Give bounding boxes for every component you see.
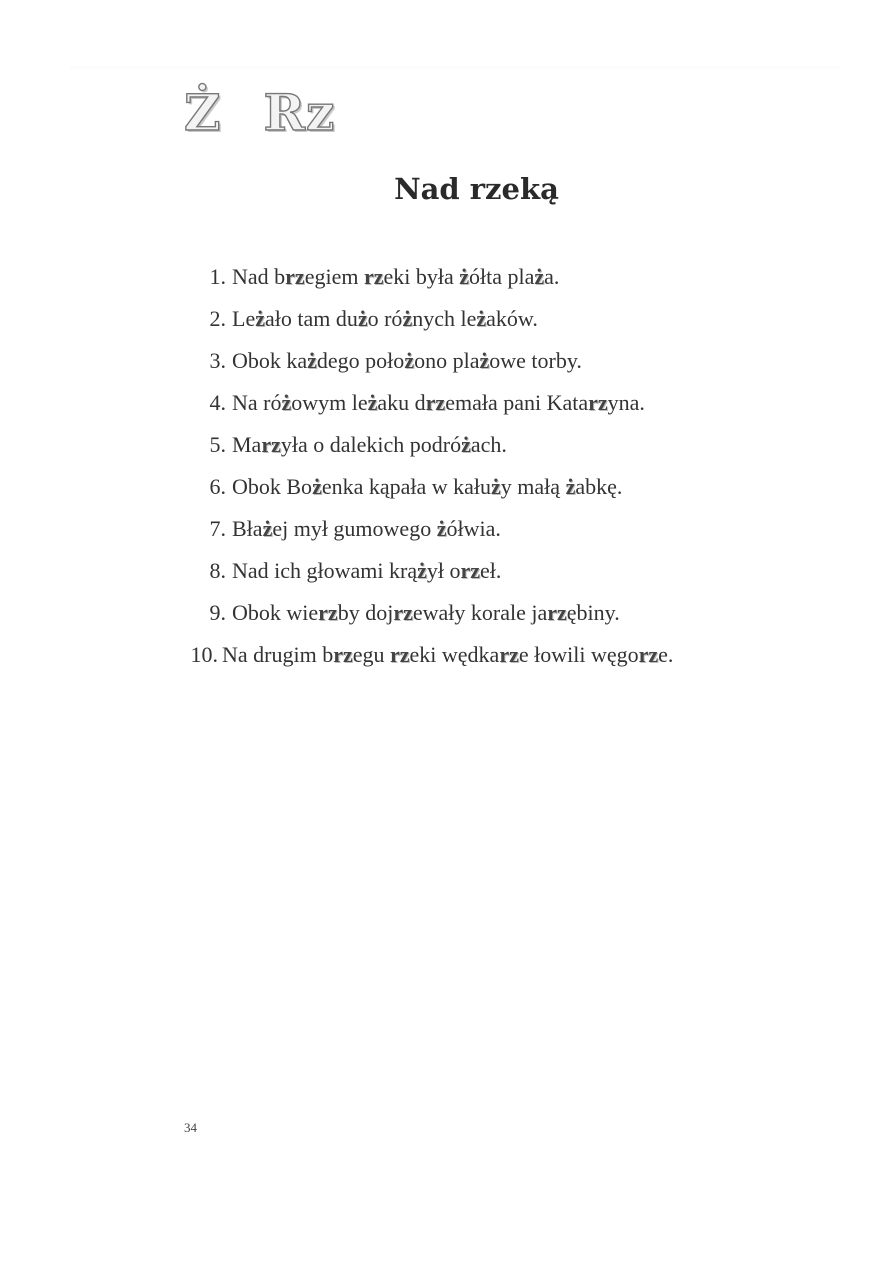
highlighted-spelling: ż — [262, 516, 273, 541]
sentence-number: 10. — [190, 642, 218, 667]
sentence-text: ewały korale ja — [412, 600, 548, 625]
sentence-text: abkę. — [575, 474, 623, 499]
sentence-text: egu — [352, 642, 390, 667]
highlighted-spelling: rz — [393, 600, 413, 625]
sentence-text: Obok ka — [232, 348, 308, 373]
page-title: Nad rzeką — [394, 172, 559, 206]
page-number: 34 — [184, 1120, 197, 1135]
sentence-text: ało tam du — [264, 306, 358, 331]
header-letter-rz: Rz — [263, 83, 336, 142]
sentence-text: ył o — [426, 558, 461, 583]
highlighted-spelling: rz — [390, 642, 410, 667]
sentence-item — [186, 550, 673, 592]
sentence-item — [186, 424, 673, 466]
highlighted-spelling: ż — [404, 348, 415, 373]
header-letters — [184, 83, 336, 142]
highlighted-spelling: rz — [318, 600, 338, 625]
highlighted-spelling: ż — [479, 348, 490, 373]
sentence-list — [186, 256, 673, 676]
sentence-text: Na drugim b — [222, 642, 334, 667]
sentence-text: ębiny. — [566, 600, 620, 625]
highlighted-spelling: ż — [281, 390, 292, 415]
highlighted-spelling: rz — [638, 642, 659, 667]
sentence-item — [186, 340, 673, 382]
sentence-text: e. — [658, 642, 674, 667]
sentence-text: Na ró — [232, 390, 282, 415]
sentence-number: 6. — [209, 474, 226, 499]
highlighted-spelling: rz — [261, 432, 281, 457]
sentence-text: aku d — [377, 390, 426, 415]
highlighted-spelling: rz — [285, 264, 305, 289]
sentence-number: 2. — [209, 306, 226, 331]
highlighted-spelling: ż — [476, 306, 487, 331]
sentence-item — [186, 634, 673, 676]
sentence-text: aków. — [486, 306, 538, 331]
sentence-text: y małą — [500, 474, 566, 499]
sentence-text: Obok Bo — [232, 474, 313, 499]
sentence-text: Nad ich głowami krą — [232, 558, 418, 583]
sentence-text: dego poło — [316, 348, 405, 373]
sentence-number: 7. — [209, 516, 226, 541]
sentence-text: Obok wie — [232, 600, 319, 625]
sentence-text: yła o dalekich podró — [280, 432, 462, 457]
sentence-text: ółta pla — [469, 264, 535, 289]
sentence-text: yna. — [607, 390, 645, 415]
sentence-text: eki była — [383, 264, 460, 289]
highlighted-spelling: ż — [255, 306, 265, 331]
sentence-text: by doj — [337, 600, 394, 625]
sentence-text: emała pani Kata — [445, 390, 589, 415]
sentence-text: owym le — [291, 390, 368, 415]
highlighted-spelling: rz — [588, 390, 608, 415]
header-letter-z-dot: Ż — [184, 83, 222, 142]
highlighted-spelling: rz — [363, 264, 384, 289]
sentence-number: 3. — [209, 348, 226, 373]
sentence-number: 1. — [209, 264, 226, 289]
sentence-text: ółwia. — [446, 516, 501, 541]
sentence-number: 8. — [209, 558, 226, 583]
sentence-text: Nad b — [232, 264, 286, 289]
sentence-text: a. — [544, 264, 560, 289]
sentence-number: 9. — [209, 600, 226, 625]
sentence-item — [186, 382, 673, 424]
highlighted-spelling: ż — [436, 516, 447, 541]
highlighted-spelling: ż — [417, 558, 427, 583]
sentence-text: eki wędka — [409, 642, 500, 667]
highlighted-spelling: ż — [459, 264, 470, 289]
highlighted-spelling: ż — [565, 474, 576, 499]
highlighted-spelling: ż — [307, 348, 317, 373]
sentence-number: 4. — [209, 390, 226, 415]
sentence-item — [186, 508, 673, 550]
highlighted-spelling: ż — [312, 474, 322, 499]
sentence-text: Le — [232, 306, 256, 331]
highlighted-spelling: rz — [547, 600, 567, 625]
sentence-text: owe torby. — [489, 348, 582, 373]
sentence-item — [186, 466, 673, 508]
highlighted-spelling: rz — [333, 642, 353, 667]
highlighted-spelling: ż — [534, 264, 545, 289]
highlighted-spelling: rz — [425, 390, 446, 415]
sentence-text: eł. — [480, 558, 502, 583]
highlighted-spelling: ż — [491, 474, 501, 499]
sentence-text: e łowili węgo — [518, 642, 639, 667]
sentence-item — [186, 256, 673, 298]
sentence-text: ej mył gumowego — [272, 516, 437, 541]
sentence-number: 5. — [209, 432, 226, 457]
highlighted-spelling: ż — [367, 390, 378, 415]
sentence-text: o ró — [367, 306, 403, 331]
highlighted-spelling: ż — [402, 306, 413, 331]
sentence-text: egiem — [304, 264, 364, 289]
sentence-text: ach. — [470, 432, 507, 457]
highlighted-spelling: rz — [499, 642, 519, 667]
sentence-item — [186, 592, 673, 634]
sentence-text: Bła — [232, 516, 263, 541]
sentence-text: ono pla — [414, 348, 480, 373]
highlighted-spelling: ż — [461, 432, 471, 457]
highlighted-spelling: rz — [460, 558, 481, 583]
sentence-text: enka kąpała w kału — [321, 474, 492, 499]
sentence-text: nych le — [412, 306, 477, 331]
sentence-item — [186, 298, 673, 340]
highlighted-spelling: ż — [357, 306, 368, 331]
sentence-text: Ma — [232, 432, 262, 457]
